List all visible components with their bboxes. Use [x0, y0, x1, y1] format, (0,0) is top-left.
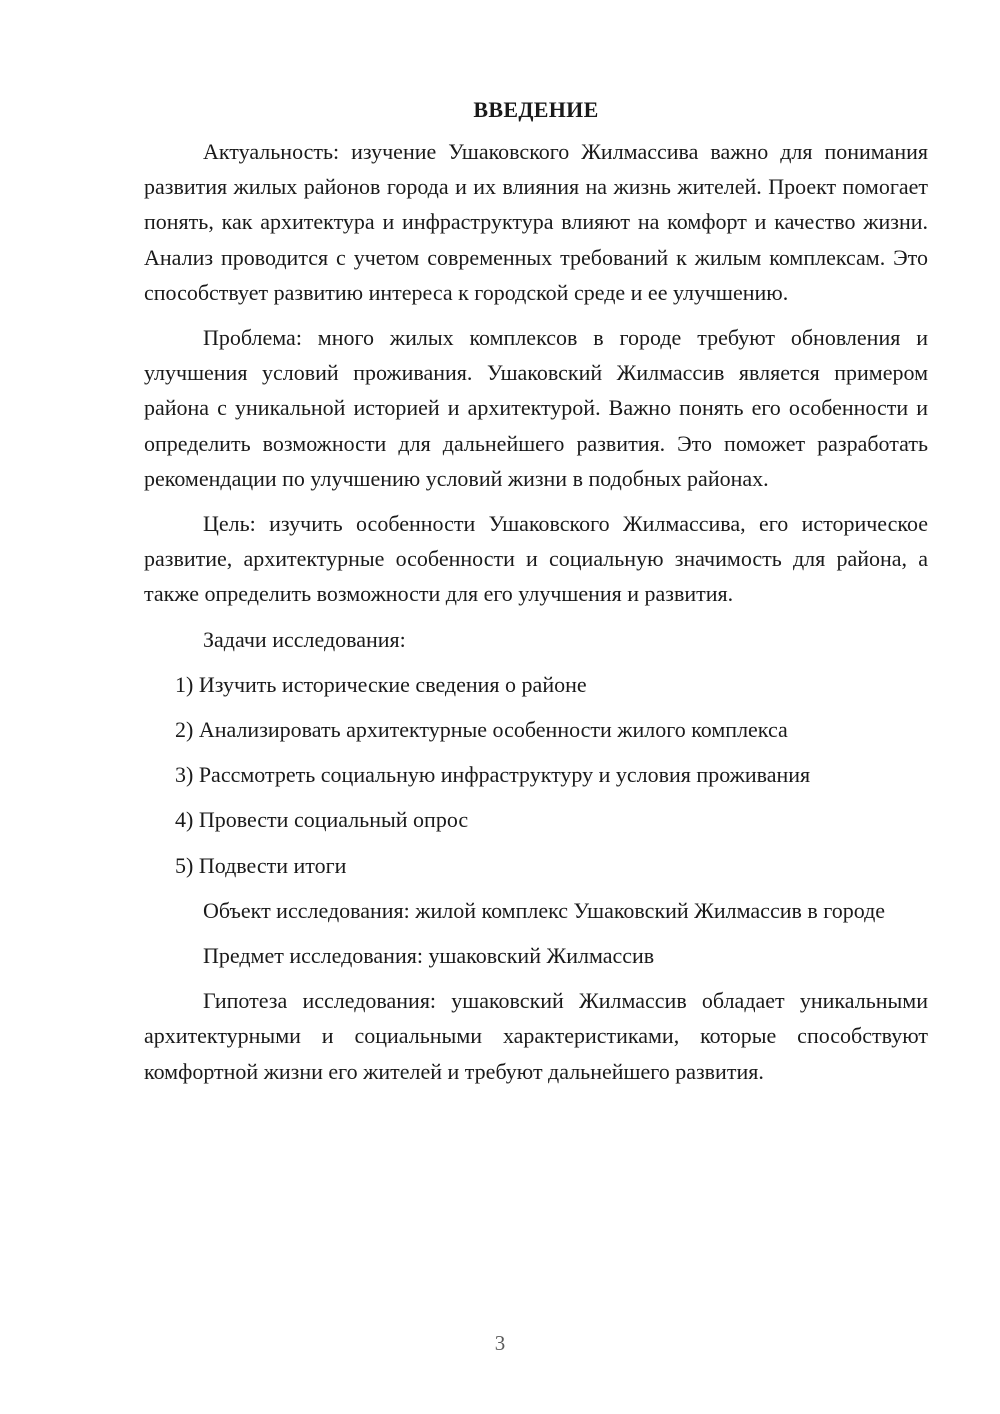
tasks-title: Задачи исследования:: [203, 626, 406, 652]
paragraph-relevance: Актуальность: изучение Ушаковского Жилмассива важно для понимания развития жилых районов города и их влияния на жизнь жителей. Проект помогает понять, как архитектура и инфраструктура влияют на комфорт и качество жизни. Анализ проводится с учетом современных требований к жилым комплексам. Это способствует развитию интереса к городской среде и ее улучшению.: [144, 139, 928, 305]
paragraph-goal: Цель: изучить особенности Ушаковского Жилмассива, его историческое развитие, архитектурные особенности и социальную значимость для района, а также определить возможности для его улучшения и развития.: [144, 511, 928, 607]
task-item-2: 2) Анализировать архитектурные особенности жилого комплекса: [175, 717, 788, 743]
document-heading: ВВЕДЕНИЕ: [473, 97, 599, 122]
paragraph-object: Объект исследования: жилой комплекс Ушаковский Жилмассив в городе: [203, 897, 886, 923]
task-item-1: 1) Изучить исторические сведения о районе: [175, 671, 587, 697]
page-number: 3: [494, 1331, 506, 1355]
paragraph-subject: Предмет исследования: ушаковский Жилмассив: [203, 943, 655, 969]
paragraph-hypothesis: Гипотеза исследования: ушаковский Жилмассив обладает уникальными архитектурными и социальными характеристиками, которые способствуют комфортной жизни его жителей и требуют дальнейшего развития.: [144, 988, 928, 1084]
task-item-5: 5) Подвести итоги: [175, 852, 347, 878]
task-item-3: 3) Рассмотреть социальную инфраструктуру и условия проживания: [175, 762, 811, 788]
task-item-4: 4) Провести социальный опрос: [175, 807, 469, 833]
paragraph-problem: Проблема: много жилых комплексов в городе требуют обновления и улучшения условий проживания. Ушаковский Жилмассив является примером района с уникальной историей и архитектурой. Важно понять его особенности и определить возможности для дальнейшего развития. Это поможет разработать рекомендации по улучшению условий жизни в подобных районах.: [144, 325, 928, 491]
document-page: [144, 93, 928, 1099]
